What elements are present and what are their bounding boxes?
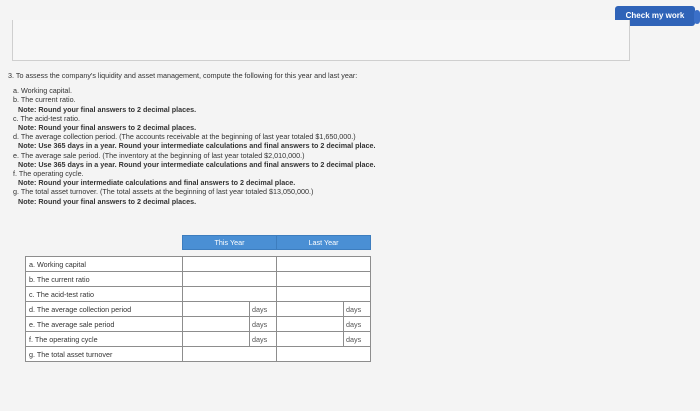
scrollbar-thumb[interactable] — [694, 10, 700, 24]
collection-period-this-year-input[interactable] — [183, 302, 250, 317]
check-my-work-button[interactable]: Check my work — [615, 6, 695, 26]
table-row: g. The total asset turnover — [26, 347, 371, 362]
sale-period-this-year-input[interactable] — [183, 317, 250, 332]
table-row: d. The average collection period days days — [26, 302, 371, 317]
table-row: b. The current ratio — [26, 272, 371, 287]
answer-table — [25, 235, 371, 362]
current-ratio-this-year-input[interactable] — [183, 272, 277, 287]
question-item-b: b. The current ratio. Note: Round your final answers to 2 decimal places. — [13, 95, 197, 114]
operating-cycle-this-year-input[interactable] — [183, 332, 250, 347]
question-item-e: e. The average sale period. (The inventory at the beginning of last year totaled $2,010,000.) Note: Use 365 days in a year. Round your intermediate calculations and final answers to 2 decimal place. — [13, 150, 376, 169]
question-item-d: d. The average collection period. (The accounts receivable at the beginning of last year totaled $1,650,000.) Note: Use 365 days in a year. Round your intermediate calculations and final answers to 2 decimal place. — [13, 132, 376, 151]
question-item-f: f. The operating cycle. Note: Round your intermediate calculations and final answers to 2 decimal place. — [13, 169, 296, 188]
table-row: e. The average sale period days days — [26, 317, 371, 332]
question-item-c: c. The acid-test ratio. Note: Round your final answers to 2 decimal places. — [13, 113, 197, 133]
asset-turnover-this-year-input[interactable] — [183, 347, 277, 362]
header-last-year: Last Year — [277, 236, 371, 250]
acid-test-last-year-input[interactable] — [277, 287, 371, 302]
sale-period-last-year-input[interactable] — [277, 317, 344, 332]
current-ratio-last-year-input[interactable] — [277, 272, 371, 287]
table-row: c. The acid-test ratio — [26, 287, 371, 302]
collection-period-last-year-input[interactable] — [277, 302, 344, 317]
question-item-g: g. The total asset turnover. (The total assets at the beginning of last year totaled $13,050,000.) Note: Round your final answers to 2 decimal places. — [13, 187, 314, 206]
answer-box — [12, 20, 630, 61]
acid-test-this-year-input[interactable] — [183, 287, 277, 302]
operating-cycle-last-year-input[interactable] — [277, 332, 344, 347]
header-this-year: This Year — [183, 236, 277, 250]
question-block — [8, 71, 608, 206]
question-intro: 3. To assess the company's liquidity and asset management, compute the following for this year and last year: — [8, 71, 358, 80]
table-row: f. The operating cycle days days — [26, 332, 371, 347]
working-capital-last-year-input[interactable] — [277, 257, 371, 272]
question-item-a: a. Working capital. — [13, 86, 72, 96]
asset-turnover-last-year-input[interactable] — [277, 347, 371, 362]
table-row: a. Working capital — [26, 257, 371, 272]
working-capital-this-year-input[interactable] — [183, 257, 277, 272]
table-header-row — [26, 236, 371, 250]
